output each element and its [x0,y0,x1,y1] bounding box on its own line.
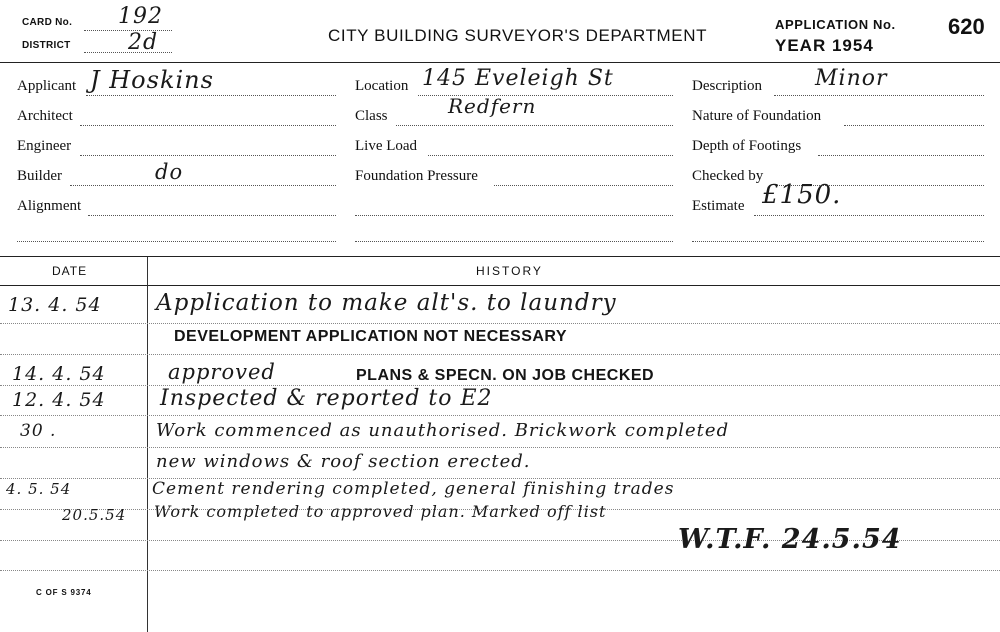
nature-of-foundation-label: Nature of Foundation [692,108,822,124]
history-date: 30 . [20,421,57,441]
live-load-label: Live Load [355,138,418,154]
class-value: Redfern [448,94,537,118]
history-entry-signature: W.T.F. 24.5.54 [678,524,902,555]
history-entry: Application to make alt's. to laundry [156,290,617,316]
history-column-divider [147,257,148,632]
history-column-header: HISTORY [476,264,543,278]
history-header-rule [0,285,1000,286]
history-stamp: PLANS & SPECN. ON JOB CHECKED [356,367,655,384]
column3-blank-dots [692,241,984,242]
description-dots [774,95,984,96]
alignment-label: Alignment [17,198,82,214]
foundation-pressure-dots [494,185,673,186]
card-no-label: CARD No. [22,17,73,28]
date-column-header: DATE [52,264,88,278]
column2-blank-dots-2 [355,241,673,242]
history-rule-9 [0,570,1000,571]
class-dots [396,125,673,126]
history-rule-2 [0,354,1000,355]
history-date: 4. 5. 54 [6,480,72,498]
alignment-dots [88,215,336,216]
applicant-label: Applicant [17,78,77,94]
history-entry: Cement rendering completed, general finishing trades [152,479,675,499]
department-title: CITY BUILDING SURVEYOR'S DEPARTMENT [328,26,708,45]
estimate-value: £150. [762,180,842,210]
estimate-dots [754,215,984,216]
history-rule-1 [0,323,1000,324]
foundation-pressure-label: Foundation Pressure [355,168,478,184]
history-date: 13. 4. 54 [8,294,102,316]
history-entry: Inspected & reported to E2 [160,386,493,411]
class-label: Class [355,108,388,124]
depth-of-footings-dots [818,155,984,156]
applicant-dots [86,95,336,96]
depth-of-footings-label: Depth of Footings [692,138,802,154]
history-entry: new windows & roof section erected. [156,451,531,472]
engineer-dots [80,155,336,156]
header-divider [0,62,1000,63]
estimate-label: Estimate [692,198,745,214]
form-code: C OF S 9374 [36,588,92,597]
history-rule-3 [0,385,1000,386]
history-date: 14. 4. 54 [12,363,106,385]
history-date: 20.5.54 [62,506,127,524]
column1-blank-dots [17,241,336,242]
location-label: Location [355,78,409,94]
history-entry: Work commenced as unauthorised. Brickwork completed [156,420,730,441]
builder-dots [70,185,336,186]
history-entry: Work completed to approved plan. Marked off list [154,502,607,521]
application-no-label: APPLICATION No. [775,17,896,32]
nature-of-foundation-dots [844,125,984,126]
history-stamp: DEVELOPMENT APPLICATION NOT NECESSARY [174,328,568,345]
application-no-value: 620 [948,14,985,39]
architect-dots [80,125,336,126]
checked-by-label: Checked by [692,168,764,184]
district-label: DISTRICT [22,40,71,51]
year-label: YEAR 1954 [775,36,874,55]
live-load-dots [428,155,673,156]
description-label: Description [692,78,762,94]
applicant-value: J Hoskins [90,66,214,94]
history-rule-5 [0,447,1000,448]
builder-label: Builder [17,168,62,184]
engineer-label: Engineer [17,138,72,154]
history-rule-4 [0,415,1000,416]
architect-label: Architect [17,108,73,124]
description-value: Minor [815,66,888,91]
history-entry: approved [168,360,276,384]
builder-value: do [155,160,184,184]
card-no-value: 192 [118,4,163,29]
history-top-rule [0,256,1000,257]
history-date: 12. 4. 54 [12,389,106,411]
column2-blank-dots-1 [355,215,673,216]
location-value: 145 Eveleigh St [422,66,614,91]
district-value: 2d [128,30,159,55]
